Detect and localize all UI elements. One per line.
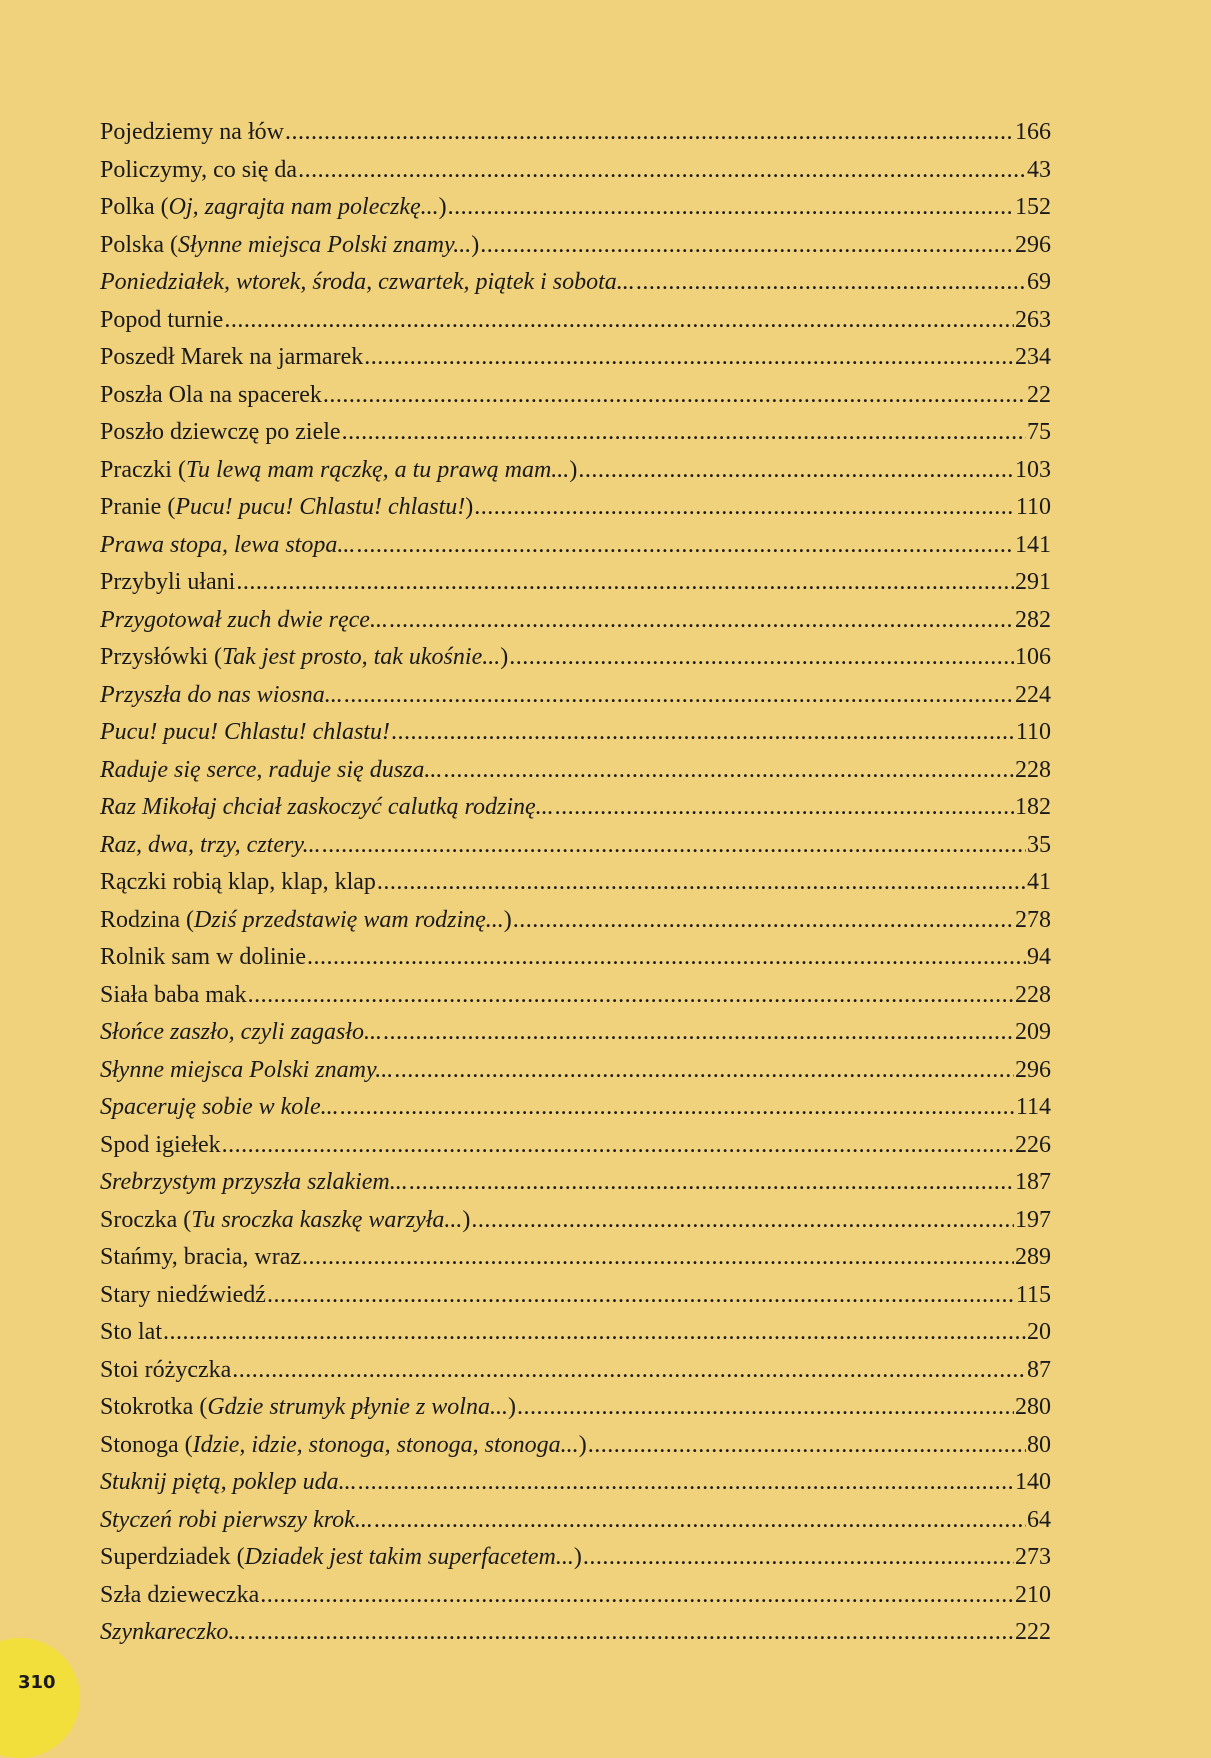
toc-entry: [100, 827, 1051, 865]
toc-entry-page-number: 103: [1015, 456, 1051, 483]
toc-title-segment: Superdziadek (: [100, 1544, 245, 1570]
toc-entry-page-number: 115: [1015, 1281, 1051, 1308]
toc-title-italic-segment: Oj, zagrajta nam poleczkę...: [168, 194, 439, 220]
toc-title-italic-segment: Dziś przedstawię wam rodzinę...: [193, 906, 504, 933]
toc-title-italic-segment: Tu lewą mam rączkę, a tu prawą mam...: [185, 456, 570, 483]
toc-entry: [100, 564, 1051, 602]
toc-entry-title: [100, 939, 306, 977]
toc-entry-page-number: 22: [1027, 381, 1051, 408]
dot-leader: [248, 977, 1014, 1015]
toc-entry-page-number: 280: [1015, 1394, 1051, 1420]
dot-leader: [163, 1314, 1026, 1352]
toc-entry-page-number: 87: [1027, 1356, 1051, 1383]
dot-leader: [517, 1389, 1014, 1427]
toc-title-segment: ): [462, 1206, 471, 1233]
toc-entry: [100, 1014, 1051, 1052]
toc-title-segment: Stańmy, bracia, wraz: [100, 1244, 302, 1270]
toc-entry-title: [100, 1239, 301, 1277]
dot-leader: [358, 1464, 1014, 1502]
toc-title-segment: Rączki robią klap, klap, klap: [100, 869, 376, 895]
toc-entry-title: [100, 1014, 382, 1052]
toc-entry: [100, 1427, 1051, 1465]
toc-entry: [100, 1202, 1051, 1240]
toc-entry-page-number: 278: [1015, 906, 1051, 933]
toc-title-segment: Szła dzieweczka: [100, 1581, 260, 1608]
toc-entry: [100, 227, 1051, 265]
toc-entry: [100, 1464, 1051, 1502]
toc-entry: [100, 1352, 1051, 1390]
dot-leader: [448, 189, 1014, 227]
toc-entry: [100, 302, 1051, 340]
toc-entry-title: [100, 1202, 470, 1240]
toc-entry: [100, 752, 1051, 790]
toc-entry: [100, 714, 1051, 752]
toc-entry: [100, 639, 1051, 677]
dot-leader: [636, 264, 1026, 302]
dot-leader: [356, 527, 1014, 565]
toc-entry-page-number: 80: [1027, 1431, 1051, 1458]
toc-entry-page-number: 224: [1015, 681, 1051, 708]
toc-entry-page-number: 140: [1015, 1469, 1051, 1495]
toc-entry: [100, 1089, 1051, 1127]
dot-leader: [377, 864, 1026, 902]
toc-title-segment: Pranie (: [100, 494, 176, 520]
toc-entry-page-number: 296: [1015, 1056, 1051, 1083]
toc-title-segment: Stary niedźwiedź: [100, 1281, 266, 1308]
toc-entry-title: [100, 864, 376, 902]
toc-entry-page-number: 209: [1015, 1019, 1051, 1045]
toc-title-segment: ): [578, 1431, 587, 1458]
toc-entry: [100, 377, 1051, 415]
toc-title-segment: Polska (: [100, 231, 178, 258]
toc-entry-title: [100, 564, 235, 602]
toc-entry-page-number: 282: [1015, 606, 1051, 633]
toc-title-segment: Poszła Ola na spacerek: [100, 381, 322, 408]
toc-title-italic-segment: Srebrzystym przyszła szlakiem...: [100, 1169, 408, 1195]
toc-title-segment: Pojedziemy na łów: [100, 119, 284, 145]
toc-title-segment: Polka (: [100, 194, 169, 220]
dot-leader: [247, 1614, 1014, 1652]
toc-entry-title: [100, 1127, 221, 1165]
toc-entry: [100, 189, 1051, 227]
toc-entry-title: [100, 339, 363, 377]
toc-entry: [100, 902, 1051, 940]
toc-entry-page-number: 166: [1015, 119, 1051, 145]
toc-title-italic-segment: Prawa stopa, lewa stopa...: [100, 531, 356, 558]
toc-title-italic-segment: Słynne miejsca Polski znamy...: [178, 231, 472, 258]
toc-entry-title: [100, 189, 447, 227]
dot-leader: [471, 1202, 1014, 1240]
toc-entry-page-number: 210: [1015, 1581, 1051, 1608]
toc-entry: [100, 264, 1051, 302]
page-number-badge: [0, 1638, 80, 1758]
toc-title-segment: Poszło dziewczę po ziele: [100, 419, 341, 445]
dot-leader: [344, 677, 1014, 715]
toc-entry-title: [100, 1577, 259, 1615]
toc-title-italic-segment: Tu sroczka kaszkę warzyła...: [191, 1206, 463, 1233]
toc-entry-title: [100, 1427, 587, 1465]
dot-leader: [285, 114, 1014, 152]
toc-title-italic-segment: Styczeń robi pierwszy krok...: [100, 1506, 373, 1533]
toc-entry-page-number: 106: [1015, 644, 1051, 670]
dot-leader: [513, 902, 1014, 940]
toc-title-italic-segment: Tak jest prosto, tak ukośnie...: [222, 644, 501, 670]
toc-entry-page-number: 228: [1015, 756, 1051, 783]
toc-entry-title: [100, 1277, 266, 1315]
toc-title-segment: Praczki (: [100, 456, 186, 483]
toc-entry-page-number: 114: [1015, 1094, 1051, 1120]
toc-entry-page-number: 110: [1015, 719, 1051, 745]
toc-title-italic-segment: Poniedziałek, wtorek, środa, czwartek, piątek i sobota...: [100, 269, 635, 295]
toc-title-italic-segment: Pucu! pucu! Chlastu! chlastu!: [175, 494, 466, 520]
toc-entry: [100, 1502, 1051, 1540]
toc-title-segment: Poszedł Marek na jarmarek: [100, 344, 364, 370]
toc-entry-title: [100, 1614, 246, 1652]
toc-title-segment: ): [500, 644, 509, 670]
toc-entry-title: [100, 114, 284, 152]
toc-entry-page-number: 75: [1027, 419, 1051, 445]
dot-leader: [224, 302, 1014, 340]
toc-entry-title: [100, 1052, 393, 1090]
toc-entry-page-number: 152: [1015, 194, 1051, 220]
toc-entry-title: [100, 977, 247, 1015]
dot-leader: [307, 939, 1026, 977]
toc-entry-page-number: 273: [1015, 1544, 1051, 1570]
toc-entry-page-number: 228: [1015, 981, 1051, 1008]
toc-entry-title: [100, 827, 321, 865]
toc-entry-title: [100, 1164, 408, 1202]
toc-entry-page-number: 35: [1027, 831, 1051, 858]
toc-entry: [100, 489, 1051, 527]
toc-title-segment: Popod turnie: [100, 306, 224, 333]
toc-title-segment: Rolnik sam w dolinie: [100, 944, 306, 970]
toc-entry-title: [100, 264, 635, 302]
toc-entry-title: [100, 789, 554, 827]
toc-entry-title: [100, 602, 388, 640]
toc-entry-title: [100, 489, 473, 527]
toc-entry: [100, 414, 1051, 452]
toc-title-segment: Sroczka (: [100, 1206, 192, 1233]
toc-title-segment: Stonoga (: [100, 1431, 193, 1458]
toc-entry-page-number: 141: [1015, 531, 1051, 558]
dot-leader: [298, 152, 1026, 190]
toc-title-italic-segment: Przygotował zuch dwie ręce...: [100, 606, 388, 633]
toc-title-italic-segment: Słońce zaszło, czyli zagasło...: [100, 1019, 382, 1045]
toc-title-italic-segment: Stuknij piętą, poklep uda...: [100, 1469, 357, 1495]
dot-leader: [391, 714, 1015, 752]
toc-title-italic-segment: Raduje się serce, raduje się dusza...: [100, 756, 443, 783]
dot-leader: [389, 602, 1014, 640]
toc-title-italic-segment: Idzie, idzie, stonoga, stonoga, stonoga...: [192, 1431, 579, 1458]
toc-entry-title: [100, 1464, 357, 1502]
toc-title-segment: ): [438, 194, 447, 220]
toc-entry-page-number: 43: [1027, 156, 1051, 183]
toc-title-italic-segment: Raz, dwa, trzy, cztery...: [100, 831, 321, 858]
toc-entry: [100, 1277, 1051, 1315]
toc-entry: [100, 527, 1051, 565]
toc-entry: [100, 1614, 1051, 1652]
dot-leader: [222, 1127, 1014, 1165]
toc-title-segment: ): [465, 494, 474, 520]
toc-title-segment: Sto lat: [100, 1319, 163, 1345]
dot-leader: [588, 1427, 1026, 1465]
toc-entry-title: [100, 639, 508, 677]
toc-entry-title: [100, 902, 512, 940]
toc-entry: [100, 864, 1051, 902]
toc-entry-title: [100, 1352, 231, 1390]
toc-entry-page-number: 20: [1027, 1319, 1051, 1345]
toc-entry-title: [100, 527, 355, 565]
toc-title-italic-segment: Gdzie strumyk płynie z wolna...: [207, 1394, 508, 1420]
toc-entry-title: [100, 414, 341, 452]
toc-title-segment: Przybyli ułani: [100, 569, 236, 595]
toc-entry-title: [100, 1389, 516, 1427]
toc-entry-title: [100, 1502, 373, 1540]
toc-entry-title: [100, 1089, 339, 1127]
toc-title-segment: Policzymy, co się da: [100, 156, 298, 183]
toc-entry: [100, 1239, 1051, 1277]
toc-title-segment: Stokrotka (: [100, 1394, 208, 1420]
toc-entry-page-number: 234: [1015, 344, 1051, 370]
dot-leader: [394, 1052, 1014, 1090]
toc-title-segment: Stoi różyczka: [100, 1356, 232, 1383]
dot-leader: [302, 1239, 1014, 1277]
dot-leader: [583, 1539, 1014, 1577]
toc-entry: [100, 339, 1051, 377]
dot-leader: [383, 1014, 1014, 1052]
dot-leader: [260, 1577, 1014, 1615]
toc-entry-title: [100, 377, 322, 415]
toc-entry: [100, 977, 1051, 1015]
toc-entry: [100, 1314, 1051, 1352]
toc-entry: [100, 1389, 1051, 1427]
toc-entry-page-number: 291: [1015, 569, 1051, 595]
toc-entry-title: [100, 452, 577, 490]
toc-title-segment: Spod igiełek: [100, 1131, 221, 1158]
toc-entry-page-number: 94: [1027, 944, 1051, 970]
toc-entry: [100, 152, 1051, 190]
toc-entry: [100, 452, 1051, 490]
toc-entry-page-number: 187: [1015, 1169, 1051, 1195]
toc-entry-page-number: 226: [1015, 1131, 1051, 1158]
dot-leader: [480, 227, 1014, 265]
toc-entry: [100, 677, 1051, 715]
toc-entry: [100, 1127, 1051, 1165]
dot-leader: [340, 1089, 1015, 1127]
toc-title-segment: ): [569, 456, 578, 483]
dot-leader: [555, 789, 1014, 827]
toc-title-italic-segment: Spaceruję sobie w kole...: [100, 1094, 339, 1120]
toc-title-italic-segment: Dziadek jest takim superfacetem...: [244, 1544, 574, 1570]
toc-entry-title: [100, 677, 343, 715]
dot-leader: [342, 414, 1026, 452]
toc-title-segment: ): [471, 231, 480, 258]
toc-entry: [100, 1577, 1051, 1615]
page-number: 310: [18, 1672, 56, 1693]
dot-leader: [374, 1502, 1026, 1540]
toc-entry-page-number: 263: [1015, 306, 1051, 333]
toc-title-italic-segment: Przyszła do nas wiosna...: [100, 681, 343, 708]
toc-title-segment: ): [503, 906, 512, 933]
toc-entry-title: [100, 1539, 582, 1577]
toc-title-segment: ): [573, 1544, 582, 1570]
toc-entry-page-number: 289: [1015, 1244, 1051, 1270]
table-of-contents: [100, 114, 1051, 1652]
toc-title-italic-segment: Raz Mikołaj chciał zaskoczyć calutką rodzinę...: [100, 794, 554, 820]
toc-entry-page-number: 110: [1015, 494, 1051, 520]
dot-leader: [323, 377, 1026, 415]
toc-entry-title: [100, 752, 442, 790]
toc-title-segment: Przysłówki (: [100, 644, 222, 670]
toc-title-segment: ): [507, 1394, 516, 1420]
dot-leader: [409, 1164, 1014, 1202]
dot-leader: [232, 1352, 1026, 1390]
toc-entry-title: [100, 227, 479, 265]
toc-entry-page-number: 182: [1015, 794, 1051, 820]
toc-entry: [100, 789, 1051, 827]
toc-title-segment: Rodzina (: [100, 906, 194, 933]
toc-entry-page-number: 41: [1027, 869, 1051, 895]
toc-entry: [100, 1164, 1051, 1202]
toc-title-italic-segment: Słynne miejsca Polski znamy...: [100, 1056, 394, 1083]
toc-entry: [100, 114, 1051, 152]
toc-entry-title: [100, 302, 223, 340]
dot-leader: [509, 639, 1014, 677]
dot-leader: [364, 339, 1014, 377]
dot-leader: [474, 489, 1015, 527]
dot-leader: [578, 452, 1014, 490]
toc-entry-page-number: 197: [1015, 1206, 1051, 1233]
toc-entry-title: [100, 714, 390, 752]
dot-leader: [236, 564, 1014, 602]
toc-entry-page-number: 296: [1015, 231, 1051, 258]
toc-entry-page-number: 222: [1015, 1619, 1051, 1645]
toc-entry-title: [100, 1314, 162, 1352]
toc-entry-page-number: 64: [1027, 1506, 1051, 1533]
dot-leader: [443, 752, 1014, 790]
toc-entry: [100, 602, 1051, 640]
toc-title-italic-segment: Szynkareczko...: [100, 1619, 247, 1645]
toc-title-italic-segment: Pucu! pucu! Chlastu! chlastu!: [100, 719, 390, 745]
toc-title-segment: Siała baba mak: [100, 981, 247, 1008]
toc-entry-page-number: 69: [1027, 269, 1051, 295]
toc-entry: [100, 1539, 1051, 1577]
dot-leader: [322, 827, 1026, 865]
toc-entry: [100, 939, 1051, 977]
toc-entry: [100, 1052, 1051, 1090]
dot-leader: [267, 1277, 1015, 1315]
toc-entry-title: [100, 152, 297, 190]
